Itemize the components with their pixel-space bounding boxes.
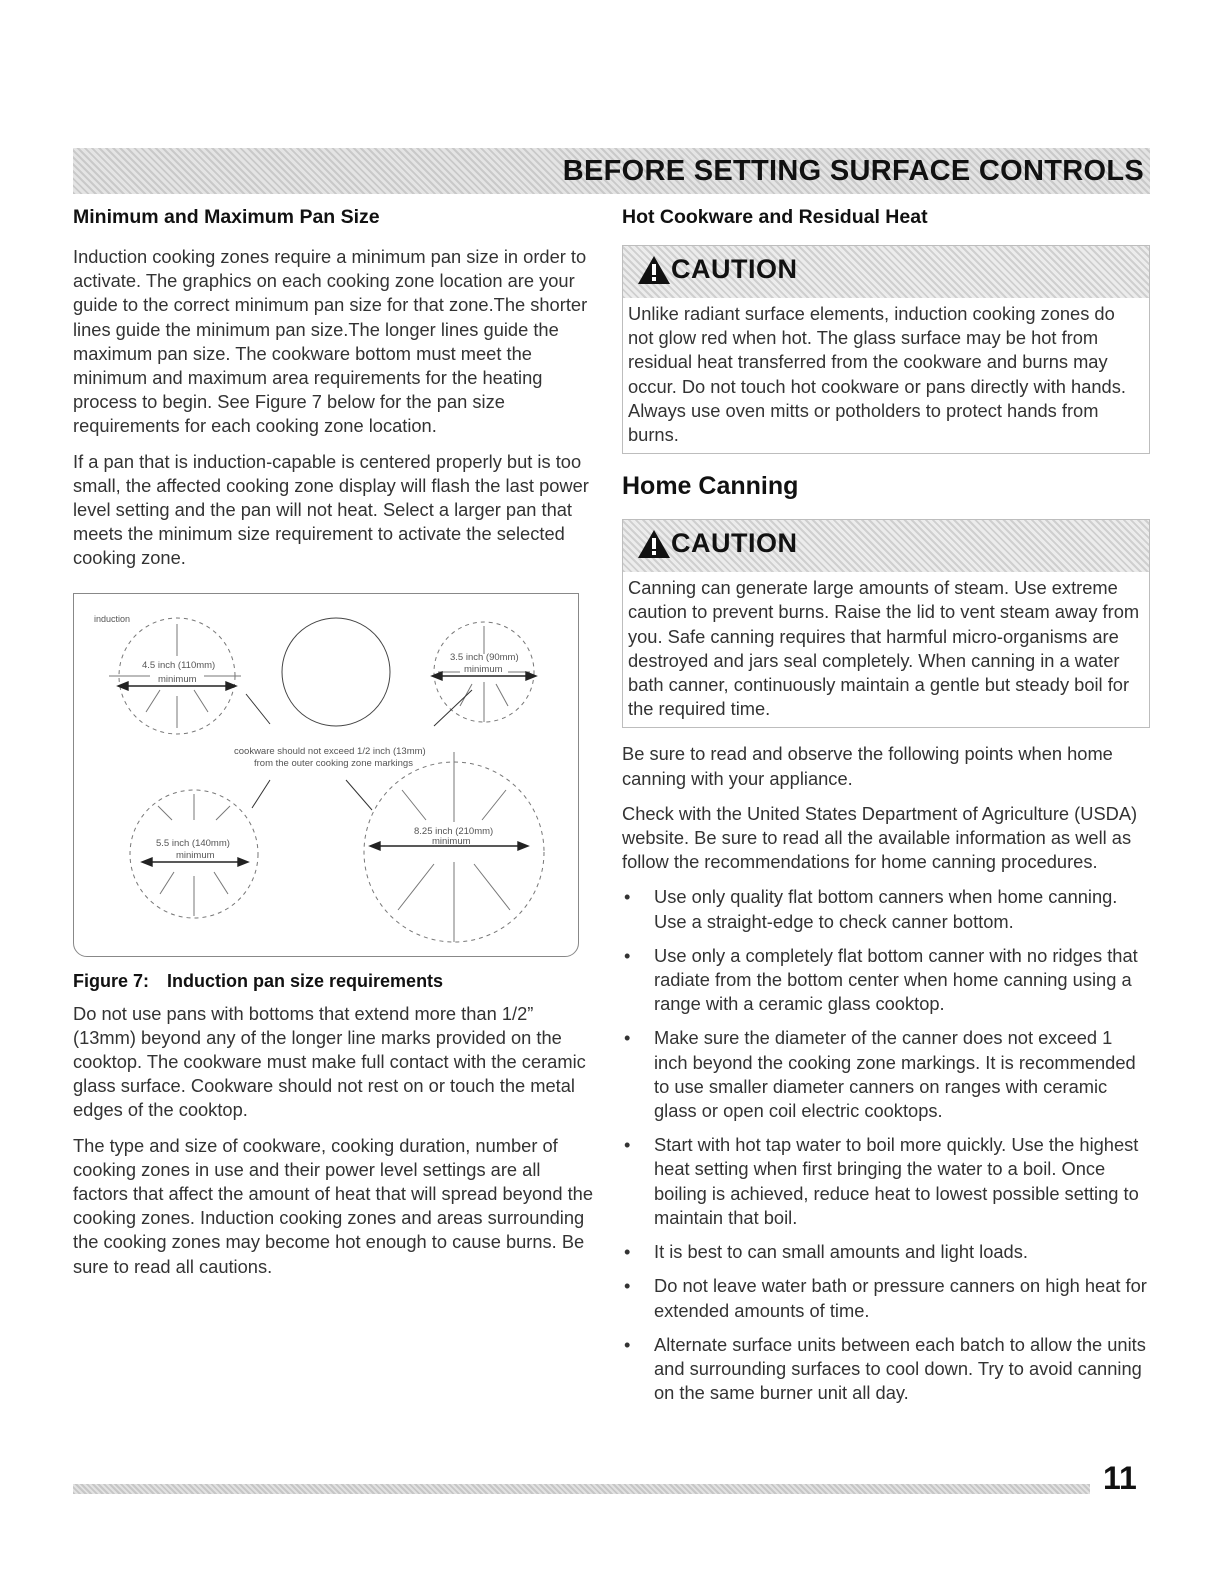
- canning-tips-list: [622, 885, 1150, 1405]
- pan-size-paragraph-3: Do not use pans with bottoms that extend more than 1/2” (13mm) beyond any of the longer line marks provided on the cooktop. The cookware must make full contact with the ceramic glass surface. Cookware should not rest on or touch the metal edges of the cooktop.: [73, 1002, 586, 1121]
- figure-caption-title: Induction pan size requirements: [167, 970, 444, 991]
- pan-size-paragraph-2: If a pan that is induction-capable is centered properly but is too small, the affected cooking zone display will flash the last power level setting and the pan will not heat. Select a larger pan that meets the minimum size requirement to activate the selected cooking zone.: [73, 450, 589, 569]
- bullet-icon: •: [624, 1027, 631, 1049]
- zone-tr-size-label: 3.5 inch (90mm): [450, 651, 519, 663]
- zone-tr-min-label: minimum: [464, 663, 503, 675]
- footer-bar: [73, 1484, 1090, 1494]
- caution-box-canning: [622, 519, 1150, 728]
- zone-tl-size-label: 4.5 inch (110mm): [142, 659, 216, 671]
- zone-bl-min-label: minimum: [176, 849, 215, 861]
- page-number: 11: [1103, 1460, 1137, 1496]
- left-column: [73, 206, 593, 1290]
- list-item: • Use only a completely flat bottom canner with no ridges that radiate from the bottom center when home canning using a range with a ceramic glass cooktop.: [624, 944, 1138, 1015]
- caution-text-residual-heat: Unlike radiant surface elements, induction cooking zones do not glow red when hot. The glass surface may be hot from residual heat transferred from the cookware and burns may occur. Do not touch hot cookware or pans directly with hands. Always use oven mitts or potholders to protect hands from burns.: [628, 303, 1126, 446]
- zone-tl-min-label: minimum: [158, 673, 197, 685]
- pan-size-paragraph-1: Induction cooking zones require a minimum pan size in order to activate. The graphics on each cooking zone location are your guide to the correct minimum pan size for that zone.The shorter lines guide the minimum pan size.The longer lines guide the maximum pan size. The cookware bottom must meet the minimum and maximum area requirements for the heating process to begin. See Figure 7 below for the pan size requirements for each cooking zone location.: [73, 246, 588, 437]
- warning-triangle-icon: [637, 255, 671, 290]
- bullet-icon: •: [624, 886, 631, 908]
- zone-bl-size-label: 5.5 inch (140mm): [156, 837, 230, 849]
- list-item: • It is best to can small amounts and light loads.: [622, 1240, 1150, 1264]
- page-title: BEFORE SETTING SURFACE CONTROLS: [562, 155, 1144, 187]
- bullet-icon: •: [624, 1241, 631, 1263]
- zone-br-min-label: minimum: [432, 835, 471, 847]
- caution-header: [623, 246, 1149, 298]
- list-item: • Make sure the diameter of the canner does not exceed 1 inch beyond the cooking zone markings. It is recommended to use smaller diameter canners on ranges with ceramic glass or open coil electric cooktops.: [624, 1027, 1136, 1122]
- list-item: • Use only quality flat bottom canners when home canning. Use a straight-edge to check canner bottom.: [624, 886, 1118, 932]
- caution-label: CAUTION: [671, 528, 798, 559]
- caution-box-residual-heat: [622, 245, 1150, 454]
- spacing-note-line1: cookware should not exceed 1/2 inch (13mm): [234, 745, 426, 757]
- spacing-note-line2: from the outer cooking zone markings: [254, 757, 413, 769]
- bullet-icon: •: [624, 1134, 631, 1156]
- induction-logo: induction: [94, 613, 131, 624]
- figure-number: Figure 7:: [73, 970, 150, 991]
- residual-heat-heading: Hot Cookware and Residual Heat: [622, 206, 928, 228]
- list-item: • Do not leave water bath or pressure canners on high heat for extended amounts of time.: [624, 1275, 1147, 1321]
- bullet-icon: •: [624, 1333, 631, 1355]
- list-item: • Alternate surface units between each batch to allow the units and surrounding surfaces to cool down. Try to avoid canning on the same burner unit all day.: [624, 1333, 1146, 1404]
- caution-label: CAUTION: [671, 254, 798, 284]
- induction-figure: [73, 593, 579, 957]
- caution-text-canning: Canning can generate large amounts of steam. Use extreme caution to prevent burns. Raise the lid to vent steam away from you. Safe canning requires that harmful micro-organisms are destroyed and jars seal completely. When canning in a water bath canner, continuously maintain a gentle but steady boil for the required time.: [628, 577, 1140, 720]
- right-column: [622, 206, 1150, 1415]
- list-item: • Start with hot tap water to boil more quickly. Use the highest heat setting when first bringing the water to a boil. Once boiling is achieved, reduce heat to lowest possible setting to maintain that boil.: [624, 1134, 1139, 1228]
- figure-caption: [73, 971, 593, 992]
- home-canning-heading: Home Canning: [622, 472, 799, 501]
- canning-paragraph-2: Check with the United States Department of Agriculture (USDA) website. Be sure to read all the available information as well as follow the recommendations for home canning procedures.: [622, 802, 1138, 873]
- warning-triangle-icon: [637, 529, 671, 564]
- pan-size-heading: Minimum and Maximum Pan Size: [73, 206, 380, 228]
- zone-br-size-label: 8.25 inch (210mm): [414, 825, 494, 837]
- caution-header: [623, 520, 1149, 572]
- cooktop-diagram: [74, 594, 578, 956]
- bullet-icon: •: [624, 944, 631, 966]
- center-circle: [282, 618, 390, 726]
- header-banner: [73, 148, 1150, 194]
- canning-paragraph-1: Be sure to read and observe the following points when home canning with your appliance.: [622, 743, 1113, 789]
- bullet-icon: •: [624, 1275, 631, 1297]
- pan-size-paragraph-4: The type and size of cookware, cooking duration, number of cooking zones in use and their power level settings are all factors that affect the amount of heat that will spread beyond the cooking zones. Induction cooking zones and areas surrounding the cooking zones may become hot enough to cause burns. Be sure to read all cautions.: [73, 1134, 593, 1277]
